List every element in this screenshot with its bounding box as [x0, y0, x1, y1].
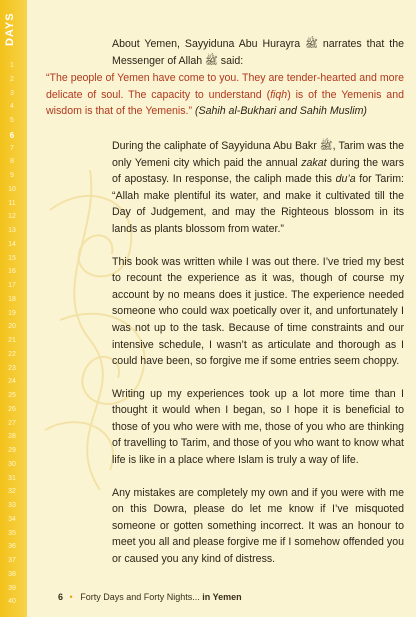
day-number: 4: [10, 103, 14, 111]
book-subtitle: in Yemen: [202, 592, 242, 602]
book-title: Forty Days and Forty Nights...: [80, 592, 200, 602]
paragraph-writing-up: Writing up my experiences took up a lot more time than I thought it would when I began, so I hope it is beneficial to those of you who were with me, those of you who are thinking of travelling to Tarim, and those of you who want to know what life is like in a place where Islam is truly a way of life.: [112, 387, 404, 467]
paragraph-mistakes: Any mistakes are completely my own and if you were with me on this Dowra, please do let me know if I’ve misquoted someone or gotten something incorrect. It was an honour to meet you all and please forgive me if I somehow offended you or caused you any kind of distress.: [112, 486, 404, 566]
day-number: 39: [8, 584, 16, 592]
day-number: 19: [8, 309, 16, 317]
day-number: 24: [8, 378, 16, 386]
day-number: 7: [10, 144, 14, 152]
day-number: 21: [8, 337, 16, 344]
day-number: 1: [10, 62, 14, 69]
day-number: 29: [8, 447, 16, 454]
hadith-quote: [46, 70, 404, 120]
day-number: 2: [10, 75, 14, 83]
day-number: 30: [8, 460, 16, 468]
day-number: 16: [8, 268, 16, 276]
footer-separator: •: [69, 592, 73, 602]
day-number: 26: [8, 405, 16, 413]
day-number: 38: [8, 570, 16, 578]
day-number: 31: [8, 474, 16, 482]
day-number: 25: [8, 392, 16, 399]
zakat-term: zakat: [301, 156, 327, 169]
day-number: 8: [10, 158, 14, 166]
day-number: 20: [8, 323, 16, 331]
day-number: 36: [8, 543, 16, 551]
day-number: 18: [8, 295, 16, 303]
page-number: 6: [58, 592, 64, 602]
day-number: 12: [8, 213, 16, 221]
days-sidebar: [0, 0, 27, 617]
day-number: 34: [8, 515, 16, 523]
day-number: 17: [8, 282, 16, 289]
day-number: 23: [8, 364, 16, 372]
day-number: 11: [8, 199, 16, 207]
day-number: 15: [8, 254, 16, 262]
day-number: 37: [8, 557, 16, 564]
dua-term: du’a: [335, 173, 356, 186]
day-number: 40: [8, 598, 16, 606]
p1-text-b: during the wars of apostasy. In response, the caliph made this: [112, 156, 404, 186]
hadith-source: (Sahih al-Bukhari and Sahih Muslim): [194, 105, 367, 118]
page-content: [46, 36, 404, 568]
day-number: 32: [8, 488, 16, 496]
hadith-text-end: ) is of the Yemenis and wisdom is that of the Yemenis.”: [46, 88, 404, 118]
day-number: 3: [10, 89, 14, 97]
day-number: 5: [10, 117, 14, 124]
day-number: 33: [8, 502, 16, 509]
day-number: 27: [8, 419, 16, 427]
paragraph-abu-bakr: [46, 138, 404, 238]
hadith-text-start: “The people of Yemen have come to you. They are tender-hearted and more delicate of soul. The capacity to understand (: [46, 72, 404, 101]
p1-text-c: for Tarim: “Allah make plentiful its water, and make it cultivated till the Day of Judgement, and may the Righteous blossom in its lands as plants blossom from water.”: [112, 173, 404, 235]
day-number: 6: [9, 130, 15, 140]
page-footer: [58, 592, 242, 602]
day-number: 28: [8, 433, 16, 441]
day-number: 13: [8, 227, 16, 234]
day-number: 14: [8, 240, 16, 248]
day-number: 10: [8, 185, 16, 193]
sidebar-title: DAYS: [4, 12, 16, 46]
hadith-term: fiqh: [270, 88, 288, 101]
hadith-intro: About Yemen, Sayyiduna Abu Hurayra ﷺ narrates that the Messenger of Allah ﷺ said:: [112, 38, 404, 67]
paragraph-book-written: This book was written while I was out there. I’ve tried my best to recount the experience as it was, though of course my account by no means does it justice. The experience needed someone who could wax poetically over it, and unfortunately I was not up to the task. Because of time constraints and our intensive schedule, I wasn’t as articulate and thorough as I could have been, so forgive me if some entries seem choppy.: [112, 255, 404, 368]
day-number: 22: [8, 350, 16, 358]
day-number: 9: [10, 172, 14, 179]
p1-text-a: During the caliphate of Sayyiduna Abu Bakr ﷺ, Tarim was the only Yemeni city which paid the annual: [112, 139, 405, 169]
day-number: 35: [8, 529, 16, 537]
